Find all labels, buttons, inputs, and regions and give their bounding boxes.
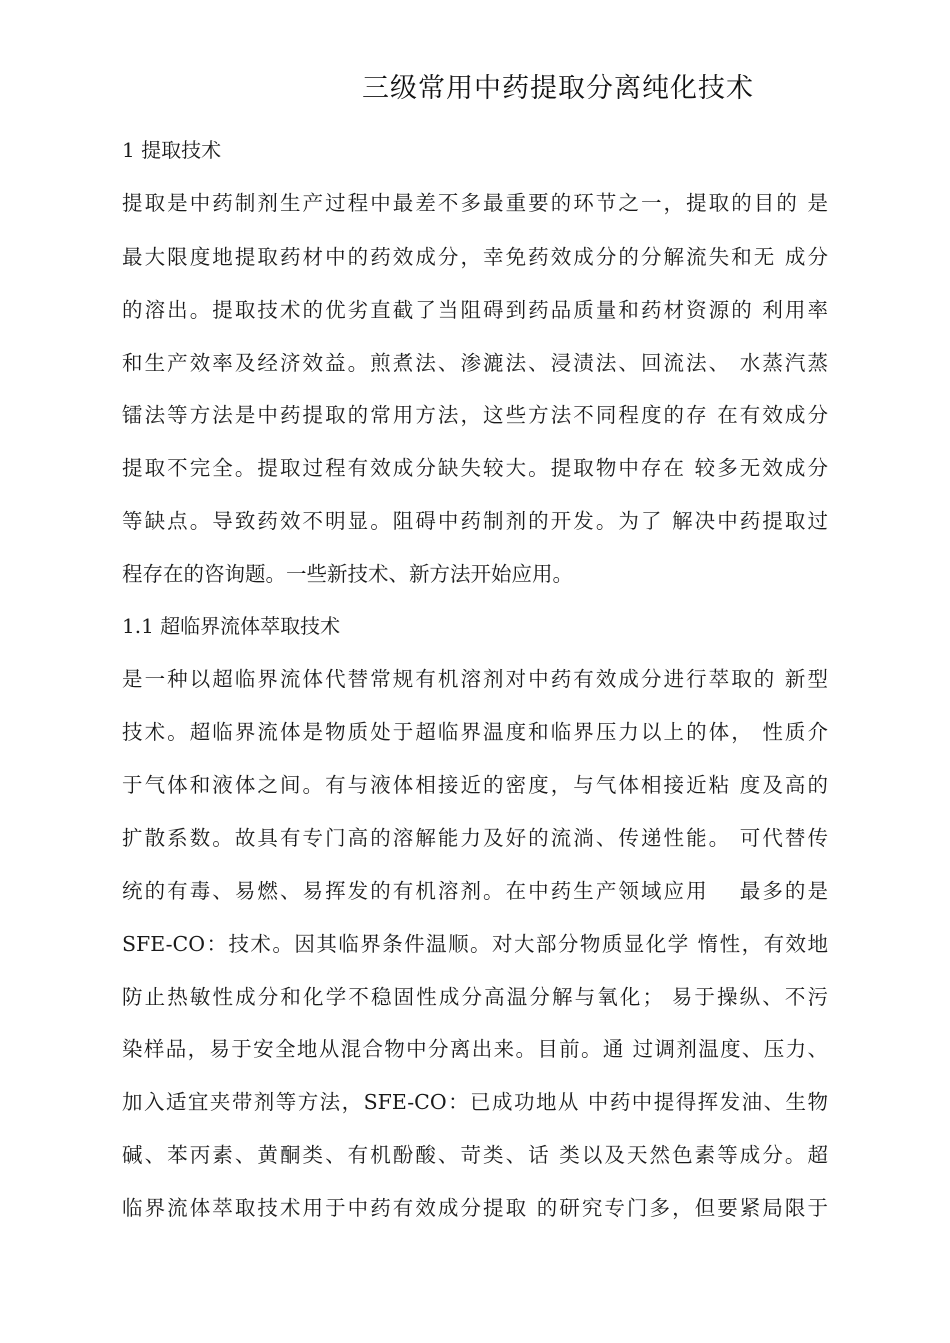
paragraph-line: 防止热敏性成分和化学不稳固性成分高温分解与氧化； 易于操纵、不污 [122,985,828,1009]
paragraph-line: 技术。超临界流体是物质处于超临界温度和临界压力以上的体， 性质介 [122,720,828,744]
paragraph-line: 染样品，易于安全地从混合物中分离出来。目前。通 过调剂温度、压力、 [122,1037,828,1061]
paragraph-line: 临界流体萃取技术用于中药有效成分提取 的研究专门多，但要紧局限于 [122,1196,828,1220]
document-title: 三级常用中药提取分离纯化技术 [362,73,754,104]
section-heading-1: 1 提取技术 [122,138,222,162]
paragraph-line: 加入适宜夹带剂等方法，SFE-CO：已成功地从 中药中提得挥发油、生物 [122,1090,828,1114]
paragraph-line: 程存在的咨询题。一些新技术、新方法开始应用。 [122,562,573,586]
paragraph-line: 最大限度地提取药材中的药效成分，幸免药效成分的分解流失和无 成分 [122,245,828,269]
section-heading-1-1: 1.1 超临界流体萃取技术 [122,614,341,638]
paragraph-line: 扩散系数。故具有专门高的溶解能力及好的流淌、传递性能。 可代替传 [122,826,828,850]
paragraph-line: 是一种以超临界流体代替常规有机溶剂对中药有效成分进行萃取的 新型 [122,667,828,691]
paragraph-line: 碱、苯丙素、黄酮类、有机酚酸、苛类、话 类以及天然色素等成分。超 [122,1143,828,1167]
paragraph-line: SFE-CO：技术。因其临界条件温顺。对大部分物质显化学 惰性，有效地 [122,932,828,956]
paragraph-line: 于气体和液体之间。有与液体相接近的密度，与气体相接近粘 度及高的 [122,773,828,797]
paragraph-line: 提取是中药制剂生产过程中最差不多最重要的环节之一，提取的目的 是 [122,191,828,215]
paragraph-line: 镭法等方法是中药提取的常用方法，这些方法不同程度的存 在有效成分 [122,403,828,427]
paragraph-line: 和生产效率及经济效益。煎煮法、渗漉法、浸渍法、回流法、 水蒸汽蒸 [122,351,828,375]
paragraph-line: 等缺点。导致药效不明显。阻碍中药制剂的开发。为了 解决中药提取过 [122,509,828,533]
paragraph-line: 的溶出。提取技术的优劣直截了当阻碍到药品质量和药材资源的 利用率 [122,298,828,322]
paragraph-line: 统的有毒、易燃、易挥发的有机溶剂。在中药生产领域应用 最多的是 [122,879,828,903]
paragraph-line: 提取不完全。提取过程有效成分缺失较大。提取物中存在 较多无效成分 [122,456,828,480]
